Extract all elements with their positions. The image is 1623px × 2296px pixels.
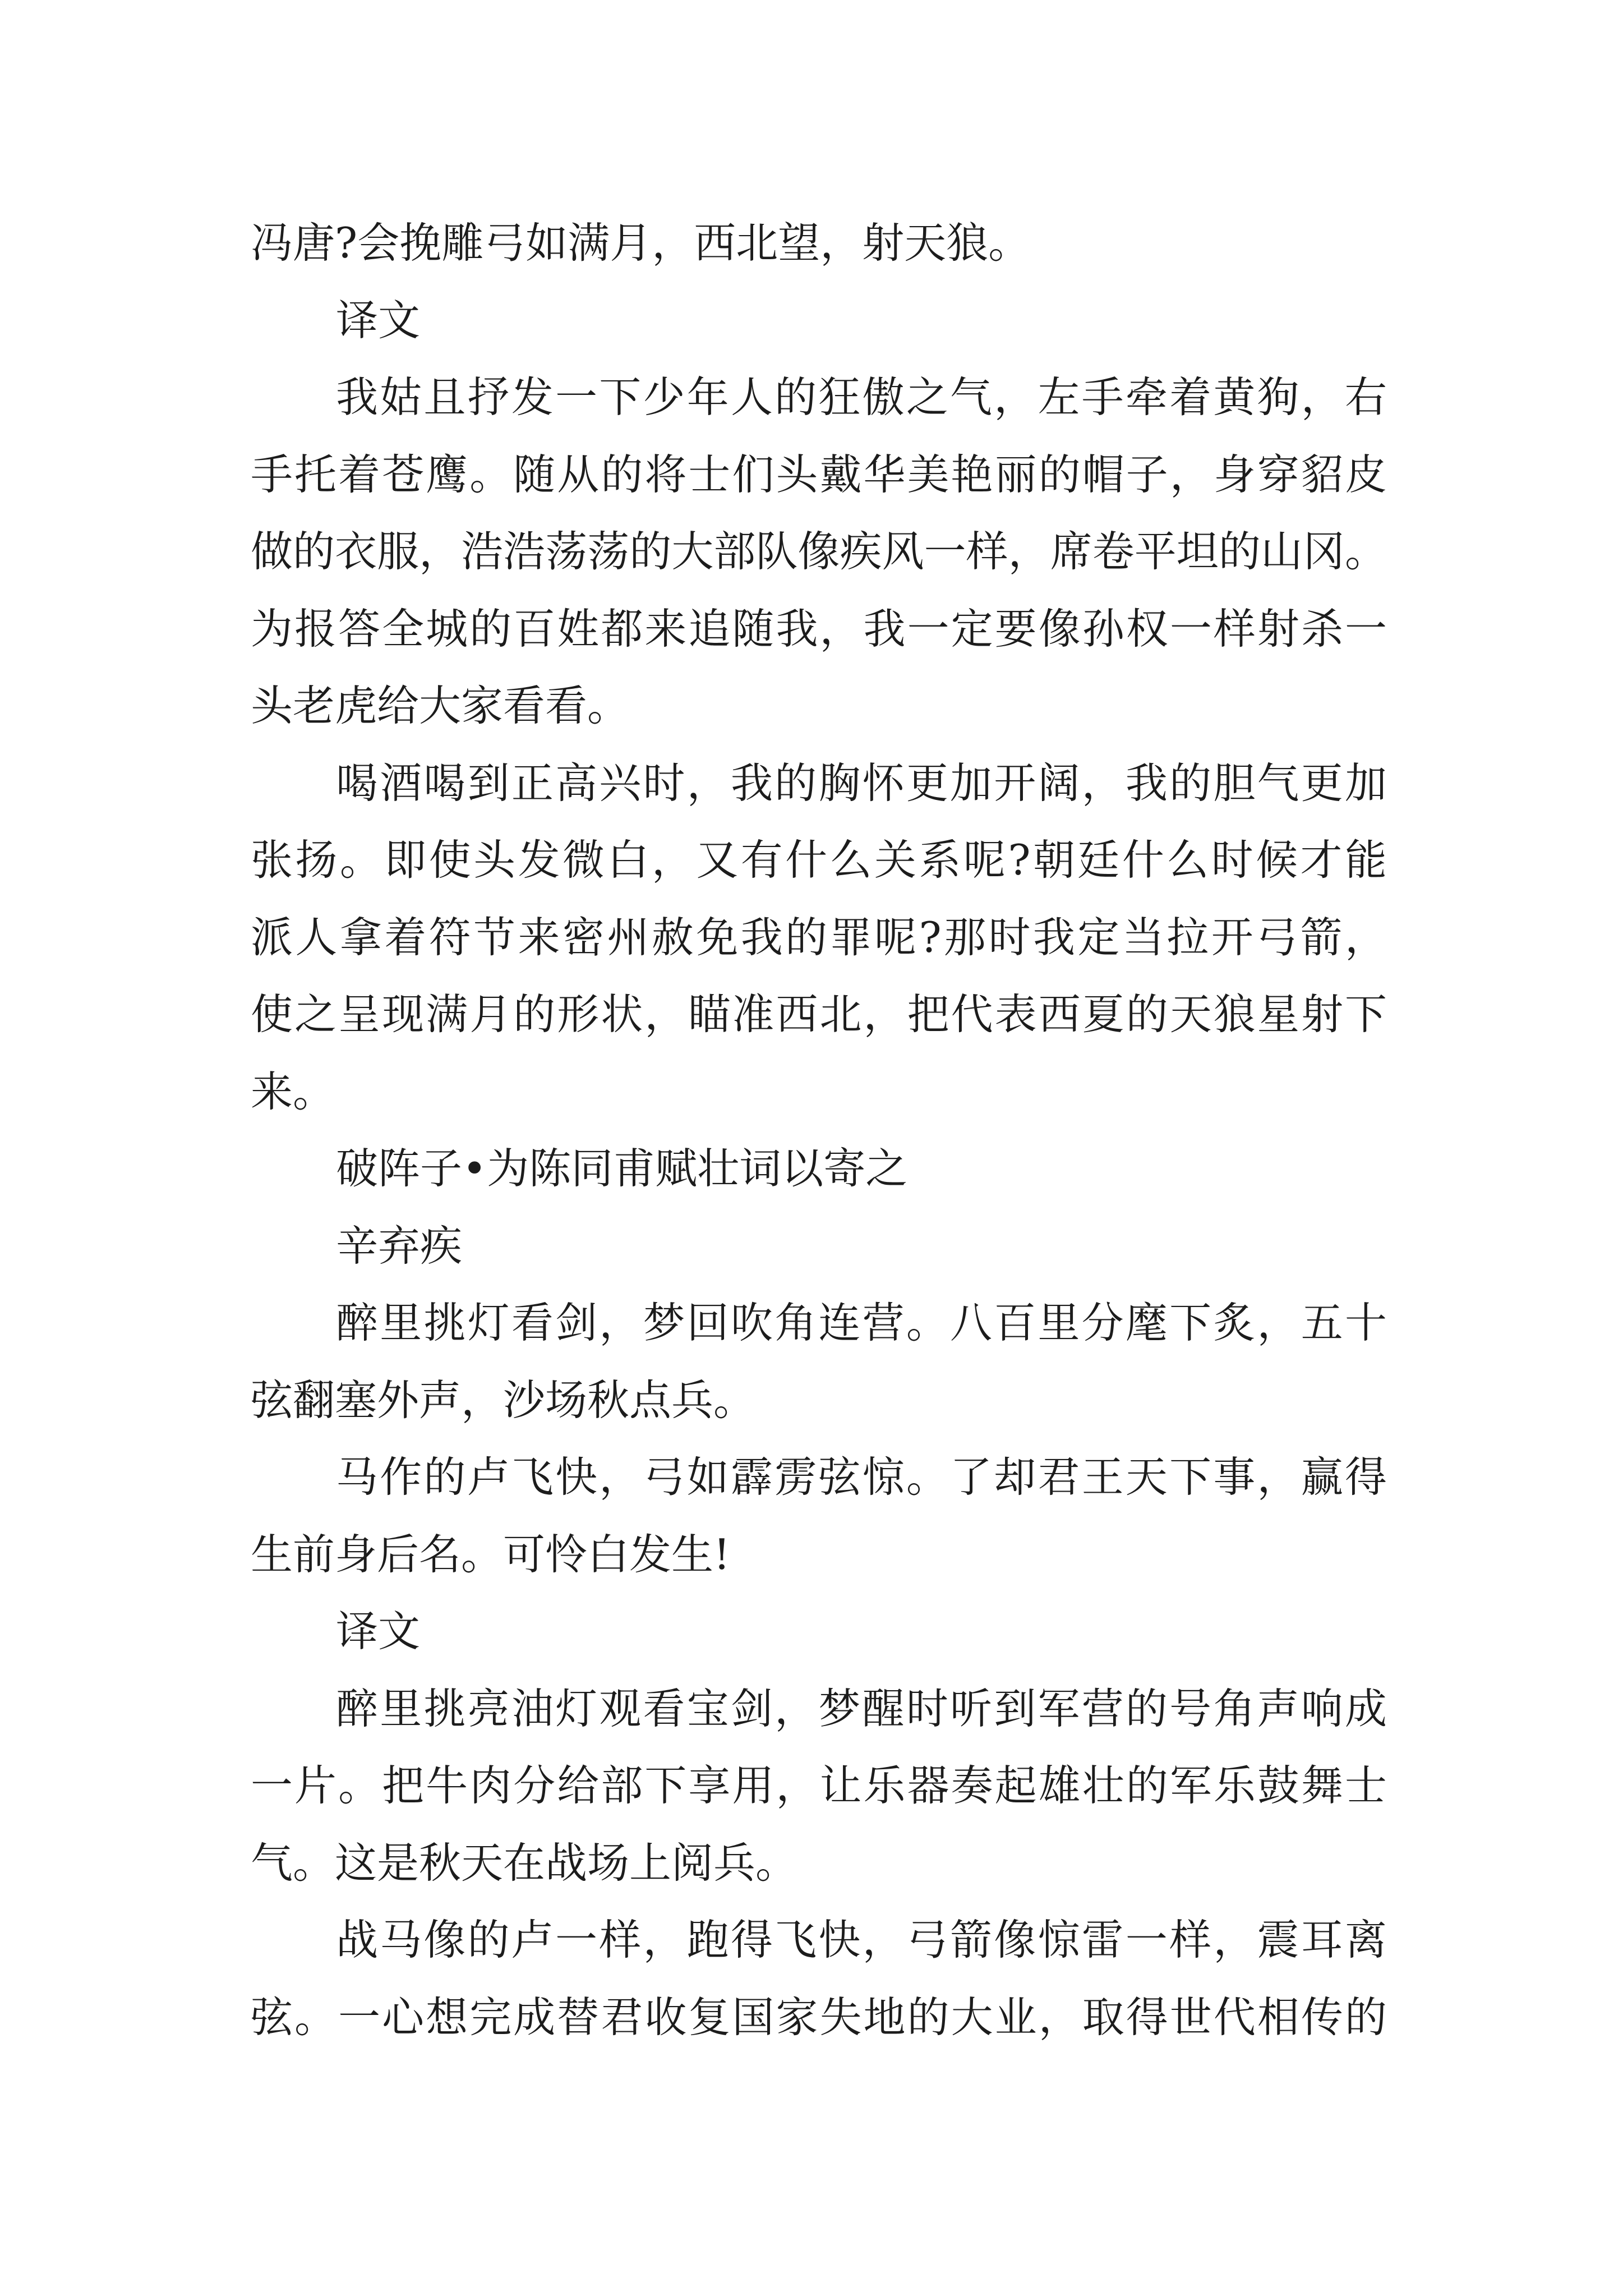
translation-heading: 译文 <box>336 295 421 345</box>
document-body <box>251 205 1387 2056</box>
translation-line: 气。这是秋天在战场上阅兵。 <box>251 1838 798 1888</box>
translation-line: 我姑且抒发一下少年人的狂傲之气，左手牵着黄狗，右 <box>336 372 1387 422</box>
poem-line: 弦翻塞外声，沙场秋点兵。 <box>251 1375 756 1425</box>
poem-line: 马作的卢飞快，弓如霹雳弦惊。了却君王天下事，赢得 <box>336 1452 1387 1502</box>
poem-author: 辛弃疾 <box>336 1221 463 1271</box>
translation-line: 使之呈现满月的形状，瞄准西北，把代表西夏的天狼星射下 <box>251 990 1387 1039</box>
translation-line: 喝酒喝到正高兴时，我的胸怀更加开阔，我的胆气更加 <box>336 758 1387 808</box>
poem-line: 生前身后名。可怜白发生! <box>251 1529 731 1579</box>
translation-line: 来。 <box>251 1066 335 1116</box>
translation-line: 派人拿着符节来密州赦免我的罪呢?那时我定当拉开弓箭， <box>251 912 1387 962</box>
translation-line: 为报答全城的百姓都来追随我，我一定要像孙权一样射杀一 <box>251 604 1387 654</box>
translation-line: 醉里挑亮油灯观看宝剑，梦醒时听到军营的号角声响成 <box>336 1683 1387 1733</box>
poem-title: 破阵子•为陈同甫赋壮词以寄之 <box>336 1144 908 1193</box>
translation-line: 战马像的卢一样，跑得飞快，弓箭像惊雷一样，震耳离 <box>336 1915 1387 1964</box>
translation-line: 手托着苍鹰。随从的将士们头戴华美艳丽的帽子，身穿貂皮 <box>251 449 1387 499</box>
translation-line: 张扬。即使头发微白，又有什么关系呢?朝廷什么时候才能 <box>251 835 1387 885</box>
translation-line: 一片。把牛肉分给部下享用，让乐器奏起雄壮的军乐鼓舞士 <box>251 1761 1387 1810</box>
poem-line: 冯唐?会挽雕弓如满月，西北望，射天狼。 <box>251 218 1031 268</box>
translation-heading: 译文 <box>336 1607 421 1656</box>
poem-line: 醉里挑灯看剑，梦回吹角连营。八百里分麾下炙，五十 <box>336 1298 1387 1347</box>
translation-line: 头老虎给大家看看。 <box>251 681 630 730</box>
translation-line: 弦。一心想完成替君收复国家失地的大业，取得世代相传的 <box>251 1992 1387 2042</box>
translation-line: 做的衣服，浩浩荡荡的大部队像疾风一样，席卷平坦的山冈。 <box>251 527 1387 576</box>
